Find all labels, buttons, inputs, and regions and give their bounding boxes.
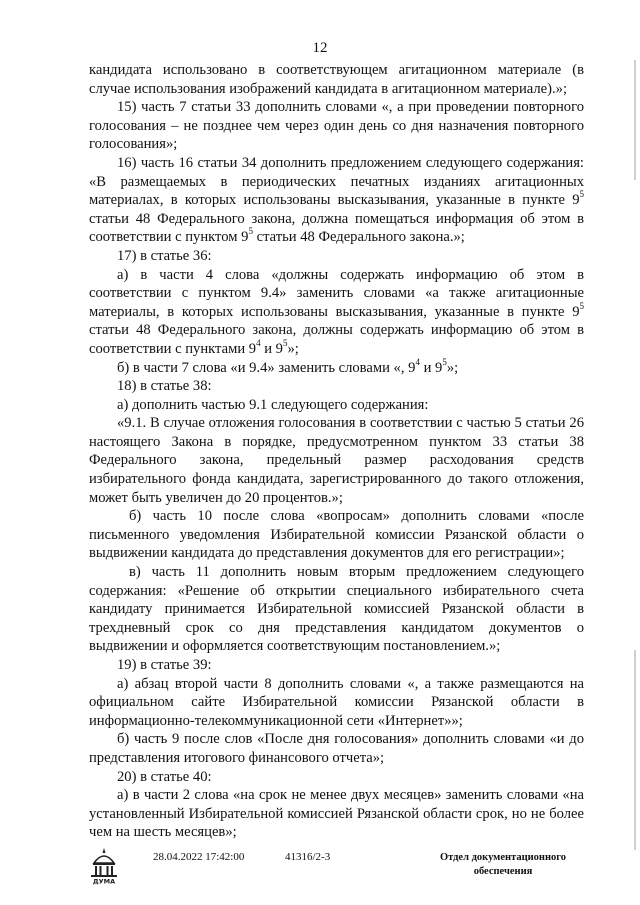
paragraph: б) часть 10 после слова «вопросам» дополнить словами «после письменного уведомления Избирательной комиссии Рязанской области о выдвижении кандидата до представления документов для его регистрации»; [89,508,584,562]
paragraph: кандидата использовано в соответствующем агитационном материале (в случае использования изображений кандидата в агитационном материале).»; [89,62,584,97]
superscript: 5 [442,356,447,367]
paragraph: а) абзац второй части 8 дополнить словами «, а также размещаются на официальном сайте Избирательной комиссии Рязанской области в информационно-телекоммуникационной сети «Интернет»»; [89,675,584,729]
paragraph: «9.1. В случае отложения голосования в соответствии с частью 5 статьи 26 настоящего Закона в порядке, предусмотренном пунктом 33 статьи 38 Федерального закона, предельный размер расходования средств избирательного фонда кандидата, зарегистрированного до такого отложения, может быть увеличен до 20 процентов.»; [89,415,584,506]
paragraph: а) дополнить частью 9.1 следующего содержания: [117,396,429,413]
superscript: 4 [256,338,261,349]
document-number: 41316/2-3 [285,851,331,863]
paragraph: 16) часть 16 статьи 34 дополнить предложением следующего содержания: «В размещаемых в периодических печатных изданиях агитационных материалах, в которых использованы высказывания, указанные в пункте $9^5$ статьи 48 Федерального закона, должна помещаться информация об этом в соответствии с пунктом $9^5$ статьи 48 Федерального закона.»; [89,154,584,246]
paragraph: 20) в статье 40: [117,768,212,785]
scan-edge-mark [634,60,636,180]
page-footer [0,845,640,895]
paragraph: а) в части 4 слова «должны содержать информацию об этом в соответствии с пунктом 9.4» заменить словами «а также агитационные материалы, в которых использованы высказывания, указанные в пункте $9^5$ статьи 48 Федерального закона, должны содержать информацию об этом в соответствии с пунктами $9^4$ и $9^5$»; [89,266,584,357]
duma-emblem-icon [86,845,122,885]
timestamp: 28.04.2022 17:42:00 [153,851,245,863]
emblem-label: ДУМА [92,877,116,885]
page-number: 12 [312,40,328,56]
paragraph: б) в части 7 слова «и 9.4» заменить словами «, $9^4$ и $9^5$»; [117,356,459,376]
superscript: 4 [415,356,420,367]
scan-edge-mark [634,650,636,850]
paragraph: в) часть 11 дополнить новым вторым предложением следующего содержания: «Решение об открытии специального избирательного счета кандидату принимается Избирательной комиссией Рязанской области в трехдневный срок со дня представления кандидатом документов о выдвижении и оформляется соответствующим постановлением.»; [89,564,584,655]
department-stamp: Отдел документационного обеспечения [439,852,567,877]
document-body [89,61,584,842]
superscript: 5 [579,189,584,200]
paragraph: 18) в статье 38: [117,378,212,395]
paragraph: б) часть 9 после слов «После дня голосования» дополнить словами «и до представления итогового финансового отчета»; [89,731,584,766]
paragraph: а) в части 2 слова «на срок не менее двух месяцев» заменить словами «на установленный Избирательной комиссией Рязанской области срок, но не более чем на шесть месяцев»; [89,787,584,841]
paragraph: 19) в статье 39: [117,657,212,673]
superscript: 5 [282,338,288,349]
paragraph: 15) часть 7 статьи 33 дополнить словами «, а при проведении повторного голосования – не позднее чем через один день со дня назначения повторного голосования»; [89,99,584,153]
superscript: 5 [579,300,584,311]
paragraph: 17) в статье 36: [117,247,212,264]
superscript: 5 [248,226,253,237]
